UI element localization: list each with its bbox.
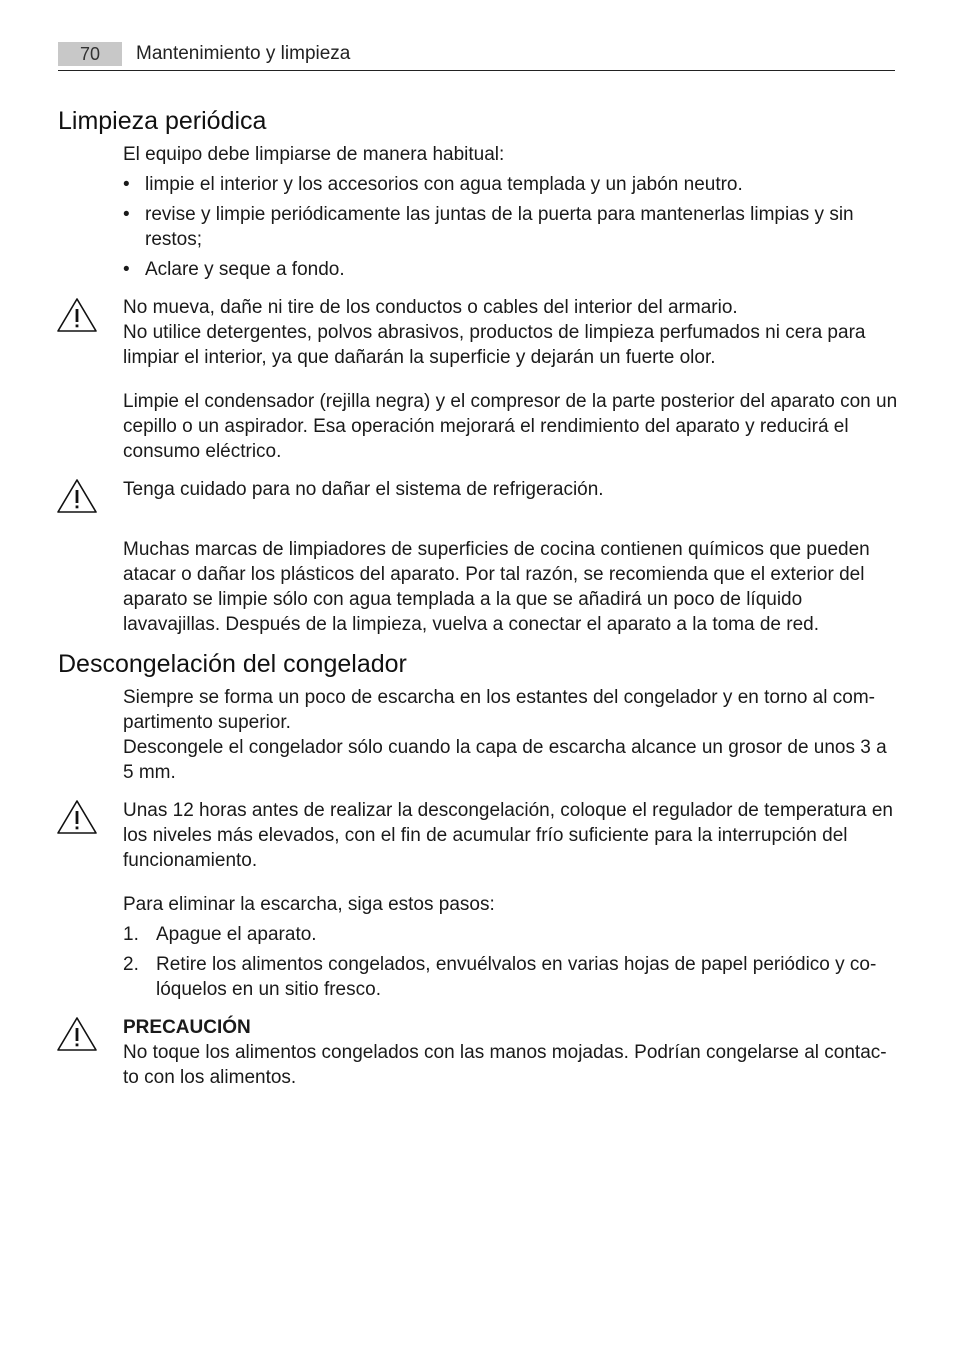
list-item: [123, 922, 898, 947]
intro-text: El equipo debe limpiarse de manera habitual:: [123, 144, 505, 165]
caution-text: No toque los alimentos congelados con las manos mojadas. Podrían congelarse al contac-to con los alimentos.: [123, 1042, 887, 1088]
warning-text: Tenga cuidado para no dañar el sistema de refrigeración.: [123, 479, 604, 500]
list-item: [123, 202, 898, 252]
list-item-text: limpie el interior y los accesorios con agua templada y un jabón neutro.: [145, 174, 743, 195]
warning-text: Unas 12 horas antes de realizar la descongelación, coloque el regulador de temperatura en los niveles más elevados, con el fin de acumular frío suficiente para la interrupción del funcionamiento.: [123, 800, 893, 871]
list-item: [123, 952, 898, 1002]
bullet-marker: •: [123, 259, 130, 280]
paragraph-defrost-when: Descongele el congelador sólo cuando la capa de escarcha alcance un grosor de unos 3 a 5 mm.: [123, 737, 887, 783]
heading-descongelacion: Descongelación del congelador: [58, 650, 407, 678]
page-number: 70: [58, 42, 122, 66]
step-number: 2.: [123, 954, 139, 975]
steps-intro: Para eliminar la escarcha, siga estos pasos:: [123, 894, 495, 915]
header-divider: [58, 70, 895, 71]
list-item-text: Aclare y seque a fondo.: [145, 259, 345, 280]
list-item-text: revise y limpie periódicamente las juntas de la puerta para mantenerlas limpias y sin restos;: [145, 204, 854, 250]
paragraph-brands: Muchas marcas de limpiadores de superficies de cocina contienen químicos que pueden atacar o dañar los plásticos del aparato. Por tal razón, se recomienda que el exterior del aparato se limpie sólo con agua templada a la que se añadirá un poco de líquido lavavajillas. Después de la limpieza, vuelva a conectar el aparato a la toma de red.: [123, 539, 870, 635]
paragraph-condenser: Limpie el condensador (rejilla negra) y el compresor de la parte posterior del aparato con un cepillo o un aspirador. Esa operación mejorará el rendimiento del aparato y reducirá el consumo eléctrico.: [123, 391, 898, 462]
warning-text: No mueva, dañe ni tire de los conductos o cables del interior del armario.: [123, 297, 738, 318]
warning-text: No utilice detergentes, polvos abrasivos, productos de limpieza perfumados ni cera para limpiar el interior, ya que dañarán la superficie y dejarán un fuerte olor.: [123, 322, 866, 368]
warning-triangle-icon: [56, 1016, 98, 1052]
warning-triangle-icon: [56, 478, 98, 514]
step-text: Apague el aparato.: [156, 924, 317, 945]
warning-triangle-icon: [56, 297, 98, 333]
step-text: Retire los alimentos congelados, envuélvalos en varias hojas de papel periódico y co-lóquelos en un sitio fresco.: [156, 954, 877, 1000]
section-title: Mantenimiento y limpieza: [136, 43, 351, 64]
caution-title: PRECAUCIÓN: [123, 1017, 251, 1038]
bullet-marker: •: [123, 204, 130, 225]
paragraph-frost: Siempre se forma un poco de escarcha en los estantes del congelador y en torno al com-partimento superior.: [123, 687, 875, 733]
warning-triangle-icon: [56, 799, 98, 835]
list-item: [123, 257, 898, 282]
step-number: 1.: [123, 924, 139, 945]
list-item: [123, 172, 898, 197]
bullet-marker: •: [123, 174, 130, 195]
heading-limpieza-periodica: Limpieza periódica: [58, 107, 267, 135]
